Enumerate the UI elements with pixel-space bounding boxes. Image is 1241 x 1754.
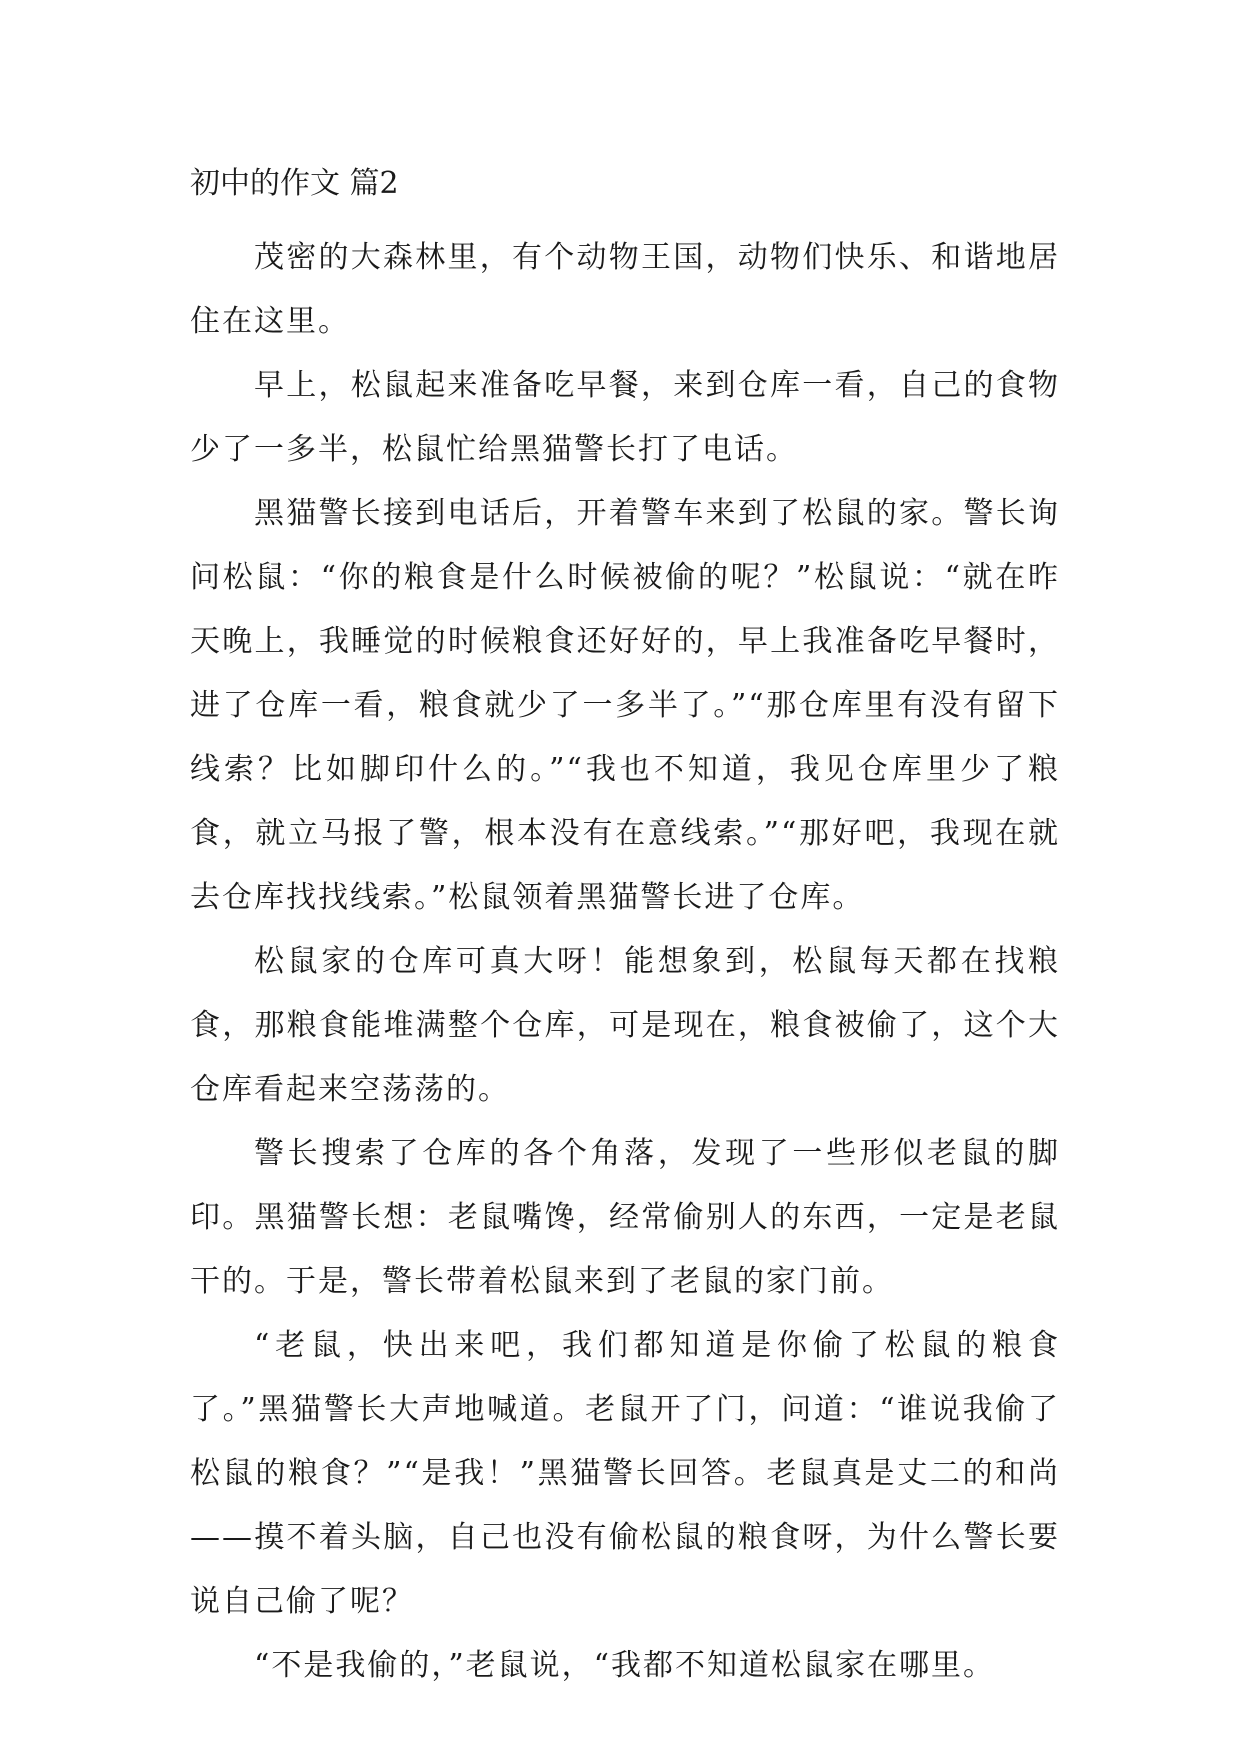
paragraph-1: 茂密的大森林里，有个动物王国，动物们快乐、和谐地居住在这里。 [190,240,1060,339]
document-page [190,162,1060,1698]
document-title: 初中的作文 篇2 [190,166,399,201]
paragraph-7: “不是我偷的，”老鼠说，“我都不知道松鼠家在哪里。 [254,1648,996,1683]
paragraph-3: 黑猫警长接到电话后，开着警车来到了松鼠的家。警长询问松鼠：“你的粮食是什么时候被偷的呢？”松鼠说：“就在昨天晚上，我睡觉的时候粮食还好好的，早上我准备吃早餐时，进了仓库一看，粮食就少了一多半了。”“那仓库里有没有留下线索？比如脚印什么的。”“我也不知道，我见仓库里少了粮食，就立马报了警，根本没有在意线索。”“那好吧，我现在就去仓库找找线索。”松鼠领着黑猫警长进了仓库。 [190,496,1060,915]
paragraph-4: 松鼠家的仓库可真大呀！能想象到，松鼠每天都在找粮食，那粮食能堆满整个仓库，可是现在，粮食被偷了，这个大仓库看起来空荡荡的。 [190,944,1060,1107]
paragraph-2: 早上，松鼠起来准备吃早餐，来到仓库一看，自己的食物少了一多半，松鼠忙给黑猫警长打了电话。 [190,368,1060,467]
paragraph-6: “老鼠，快出来吧，我们都知道是你偷了松鼠的粮食了。”黑猫警长大声地喊道。老鼠开了门，问道：“谁说我偷了松鼠的粮食？”“是我！”黑猫警长回答。老鼠真是丈二的和尚——摸不着头脑，自己也没有偷松鼠的粮食呀，为什么警长要说自己偷了呢？ [190,1328,1060,1619]
paragraph-5: 警长搜索了仓库的各个角落，发现了一些形似老鼠的脚印。黑猫警长想：老鼠嘴馋，经常偷别人的东西，一定是老鼠干的。于是，警长带着松鼠来到了老鼠的家门前。 [190,1136,1060,1299]
